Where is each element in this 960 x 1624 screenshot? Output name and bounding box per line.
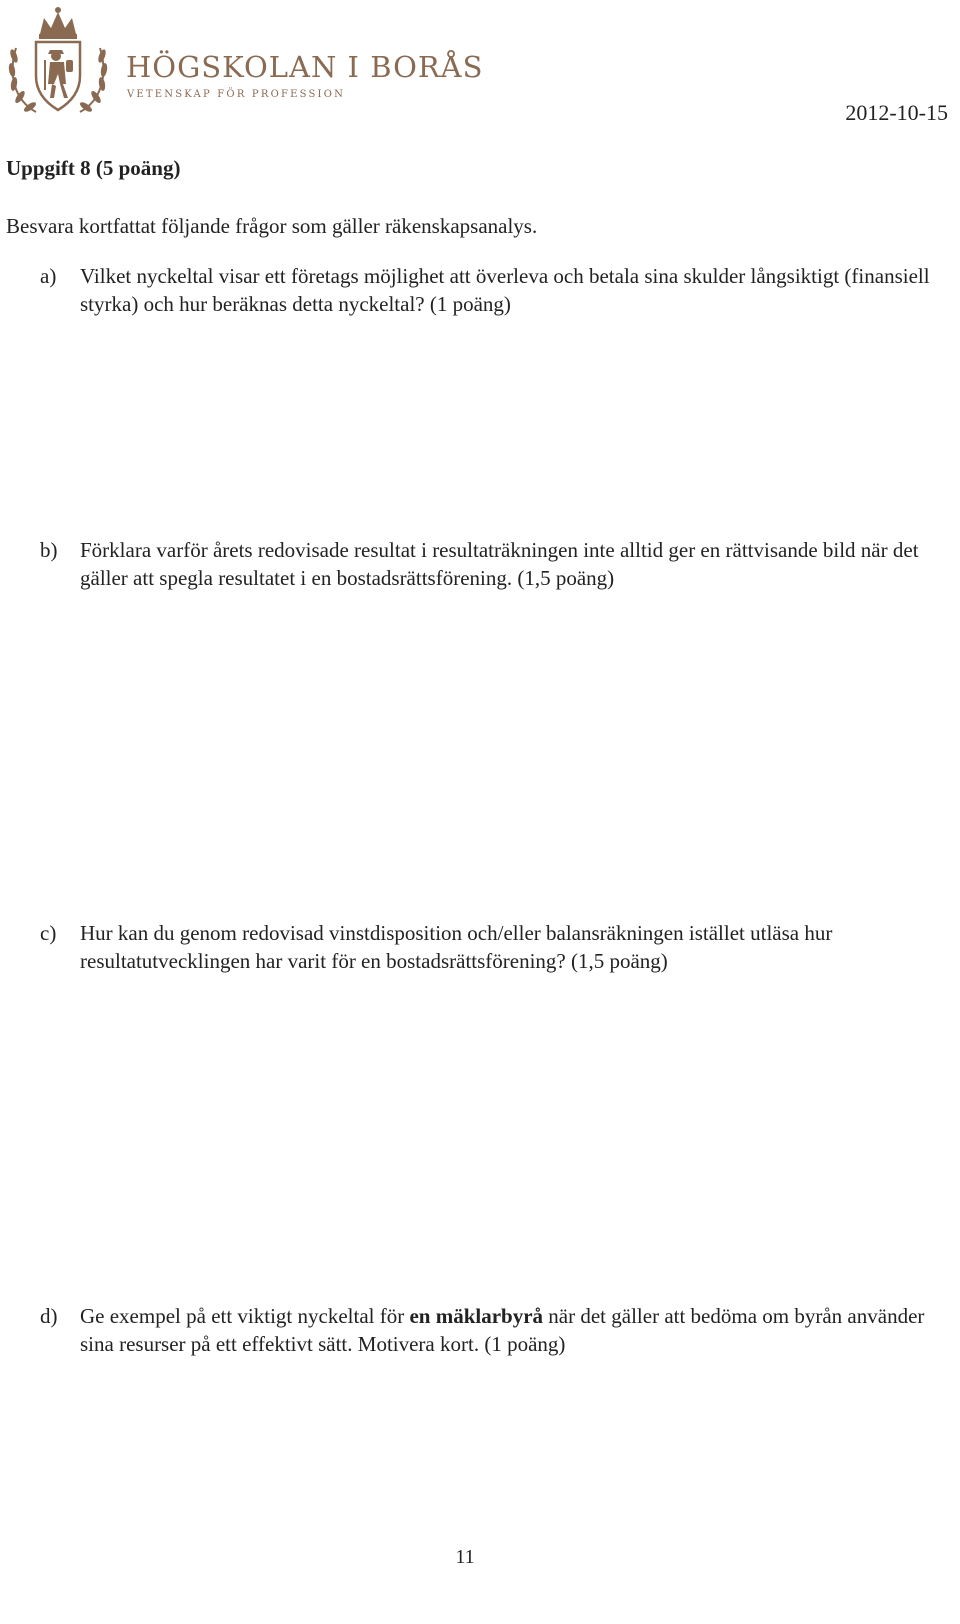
question-c [40,919,940,975]
question-text: Hur kan du genom redovisad vinstdisposition och/eller balansräkningen istället utläsa hur resultatutvecklingen har varit för en bostadsrättsförening? (1,5 poäng) [80,921,833,973]
question-text: Vilket nyckeltal visar ett företags möjlighet att överleva och betala sina skulder långsiktigt (finansiell styrka) och hur beräknas detta nyckeltal? (1 poäng) [80,264,930,316]
question-text [80,1302,940,1358]
question-text: Förklara varför årets redovisade resultat i resultaträkningen inte alltid ger en rättvisande bild när det gäller att spegla resultatet i en bostadsrättsförening. (1,5 poäng) [80,538,919,590]
crest-icon [6,4,110,120]
question-text-emphasis: en mäklarbyrå [409,1304,544,1328]
task-intro: Besvara kortfattat följande frågor som gäller räkenskapsanalys. [6,214,538,238]
question-b [40,536,940,592]
logo-tagline: VETENSKAP FÖR PROFESSION [127,89,346,100]
question-a [40,262,940,318]
task-title: Uppgift 8 (5 poäng) [6,156,181,180]
question-label: b) [40,538,58,562]
logo-name: HÖGSKOLAN I BORÅS [126,50,484,84]
question-label: a) [40,264,57,288]
question-text-end: när det gäller att bedöma om byrån använder sina resurser på ett effektivt sätt. Motivera kort. (1 poäng) [80,1304,925,1356]
question-label: d) [40,1304,58,1328]
university-logo [6,4,484,122]
document-date: 2012-10-15 [845,100,948,125]
question-label: c) [40,921,57,945]
page-number: 11 [455,1546,475,1568]
question-d [40,1302,940,1358]
question-text-start: Ge exempel på ett viktigt nyckeltal för [80,1304,410,1328]
